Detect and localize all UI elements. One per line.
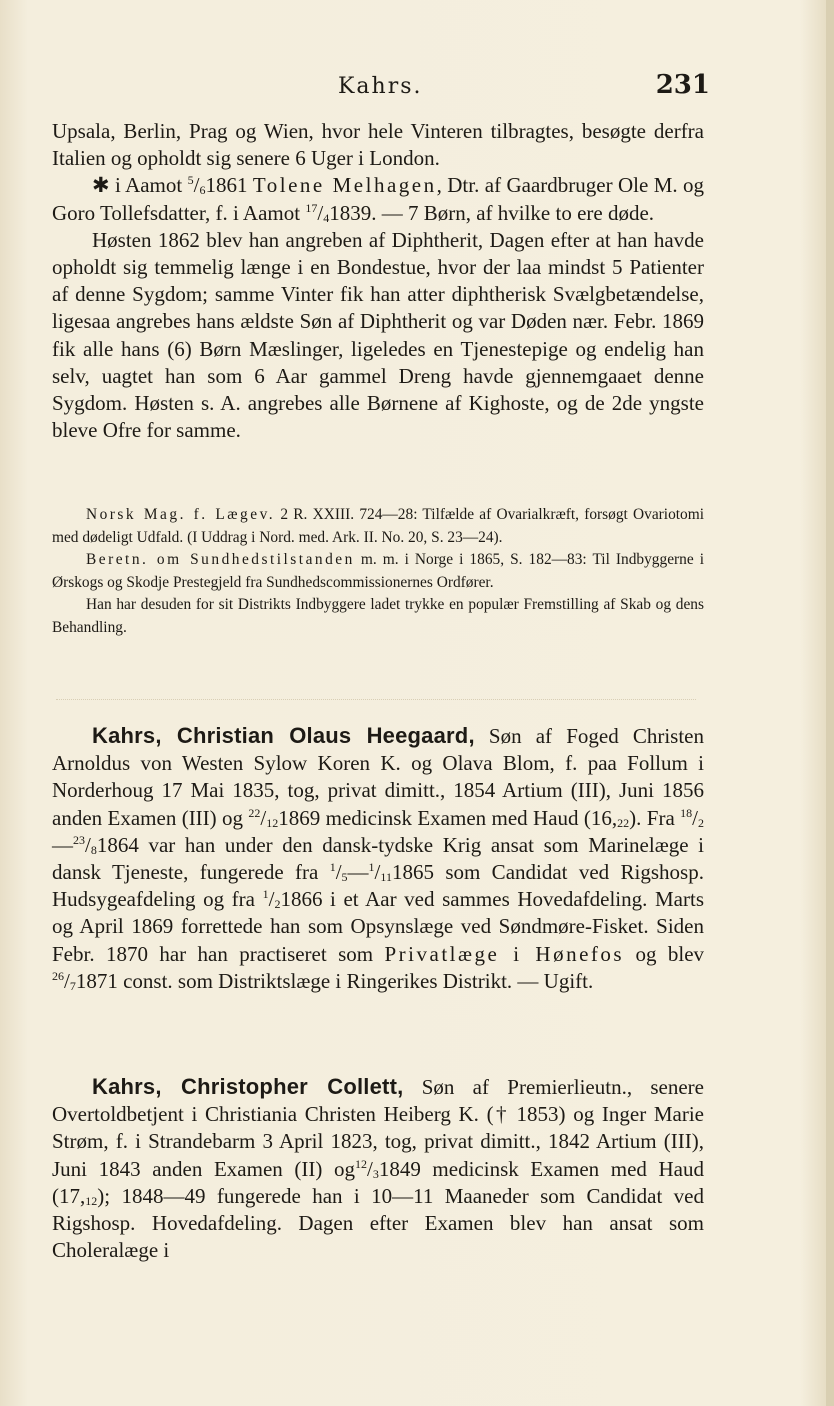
note-norsk-mag	[52, 504, 704, 549]
date-sup: 12	[354, 1156, 367, 1171]
page-edge	[826, 0, 834, 1406]
marriage-day: 5	[187, 173, 194, 188]
date-sub: 2	[274, 897, 281, 912]
note-norsk-mag-title: Norsk Mag. f. Lægev.	[86, 506, 276, 523]
spouse-birth-rest: 1839. — 7 Børn, af hvilke to ere døde.	[329, 200, 655, 225]
running-head: Kahrs.	[338, 74, 423, 99]
marriage-details: , Dtr. af Gaardbruger Ole M. og Goro Tollefsdatter, f. i Aamot	[52, 173, 705, 225]
date-sub: 2	[698, 815, 704, 830]
entry-heading-christopher: Kahrs, Christopher Collett,	[92, 1074, 404, 1099]
date-sup: 26	[52, 968, 64, 983]
paragraph-travel: Upsala, Berlin, Prag og Wien, hvor hele Vinteren tilbragtes, besøgte derfra Italien og opholdt sig senere 6 Uger i London.	[52, 119, 704, 171]
entry-christian-kahrs: Kahrs, Christian Olaus Heegaard, Søn af Foged Christen Arnoldus von Westen Sylow Koren K. og Olava Blom, f. paa Follum i Norderhoug 17 Mai 1835, tog, privat dimitt., 1854 Artium (III), Juni 1856 anden Examen (III) og $^{22}/_{12}1869$ medicinsk Examen med Haud $(16,_{22})$. Fra $^{18}/_2—^{23}/_81864$ var han under den dansk-tydske Krig ansat som Marinelæge i dansk Tjeneste, fungerede fra $^1/_5—^1/_{11}1865$ som Candidat ved Rigshosp. Hudsygeafdeling og fra $^1/_21866$ i et Aar ved sammes Hovedafdeling. Marts og April 1869 forrettede han som Opsynslæge ved Søndmøre-Fisket. Siden Febr. 1870 har han practiseret som Privatlæge i Hønefos og blev $^{26}/_71871$ const. som Distriktslæge i Ringerikes Distrikt. — Ugift.	[52, 723, 705, 993]
publication-notes	[52, 504, 704, 640]
date-sup: 18	[680, 805, 693, 820]
paragraph-marriage: ✱ i Aamot $^5/_61861$ Tolene Melhagen, Dtr. af Gaardbruger Ole M. og Goro Tollefsdatter, f. i Aamot $^{17}/_41839$. — 7 Børn, af hvilke to ere døde.	[52, 173, 705, 225]
entry-christopher-text-1: Søn af Premierlieutn., senere Overtoldbetjent i Christiania Christen Heiberg K. († 1853) og Inger Marie Strøm, f. i Strandebarm 3 April 1823, tog, privat dimitt., 1842 Artium (III), Juni 1843 anden Examen (II) og	[52, 1075, 704, 1181]
entry-christian-text-3: ). Fra	[629, 805, 681, 830]
entry-heading-christian: Kahrs, Christian Olaus Heegaard,	[92, 723, 475, 748]
date-sup: 1	[329, 860, 336, 875]
note-beretning-text: m. m. i Norge i 1865, S. 182—83: Til Indbyggerne i Ørskogs og Skodje Prestegjeld fra Sundhedscommissionernes Ordfører.	[52, 551, 704, 591]
score-sub: 22	[617, 815, 630, 830]
entry-christian-text-1: Søn af Foged Christen Arnoldus von Westen Sylow Koren K. og Olava Blom, f. paa Follum i Norderhoug 17 Mai 1835, tog, privat dimitt., 1854 Artium (III), Juni 1856 anden Examen (III) og	[52, 724, 705, 830]
page-number: 231	[655, 70, 710, 100]
spouse-name: Tolene Melhagen	[252, 173, 437, 198]
entry-christopher-text-3: ); 1848—49 fungerede han i 10—11 Maaneder som Candidat ved Rigshosp. Hovedafdeling. Dagen efter Examen blev han ansat som Choleralæge i	[52, 1183, 704, 1263]
paragraph-illness: Høsten 1862 blev han angreben af Diphtherit, Dagen efter at han havde opholdt sig temmelig længe i en Bondestue, hvor der laa mindst 5 Patienter af denne Sygdom; samme Vinter fik han atter diphtherisk Svælgbetændelse, ligesaa angrebes hans ældste Søn af Diphtherit og var Døden nær. Febr. 1869 fik alle hans (6) Børn Mæslinger, ligeledes en Tjenestepige og endelig han selv, uagtet han som 6 Aar gammel Dreng havde gjennemgaaet denne Sygdom. Høsten s. A. angrebes alle Børnene af Kighoste, og de 2de yngste bleve Ofre for samme.	[52, 227, 704, 443]
spouse-birth-day: 17	[305, 200, 318, 215]
note-beretning	[52, 549, 704, 594]
marriage-prefix: ✱ i Aamot	[92, 173, 188, 198]
practice-place: Privatlæge i Hønefos	[384, 941, 625, 966]
entry-christian-text-9: og blev	[624, 941, 705, 966]
date-sup: 1	[368, 860, 375, 875]
note-norsk-mag-text: 2 R. XXIII. 724—28: Tilfælde af Ovarialkræft, forsøgt Ovariotomi med dødeligt Udfald. (I Uddrag i Nord. med. Ark. II. No. 20, S. 23—24).	[52, 506, 704, 546]
date-sup: 23	[73, 832, 85, 847]
entry-christian-text-10: 1871 const. som Distriktslæge i Ringerikes Distrikt. — Ugift.	[75, 968, 594, 993]
entry-christian-text-4: —	[52, 832, 73, 857]
entry-christian-text-5: 1864 var han under den dansk-tydske Krig ansat som Marinelæge i dansk Tjeneste, fungerede fra	[52, 832, 704, 885]
entry-christian-text-2: 1869 medicinsk Examen med Haud (16,	[278, 805, 618, 830]
date-sub: 12	[266, 815, 279, 830]
entry-christian-text-6: —	[347, 860, 369, 885]
entry-christian-text-8: 1866 i et Aar ved sammes Hovedafdeling. Marts og April 1869 forrettede han som Opsynslæge ved Søndmøre-Fisket. Siden Febr. 1870 har han practiseret som	[52, 887, 704, 966]
spouse-birth-month: 4	[323, 210, 330, 225]
entry-christian-text-7: 1865 som Candidat ved Rigshosp. Hudsygeafdeling og fra	[52, 860, 704, 912]
score-sub: 12	[85, 1193, 98, 1208]
note-populaer: Han har desuden for sit Distrikts Indbyggere ladet trykke en populær Fremstilling af Skab og dens Behandling.	[52, 596, 704, 636]
page-header	[50, 72, 710, 108]
entry-continuation	[52, 118, 704, 444]
divider	[56, 699, 696, 701]
date-sub: 8	[90, 842, 97, 857]
marriage-month: 6	[199, 183, 206, 198]
entry-christopher-kahrs: Kahrs, Christopher Collett, Søn af Premierlieutn., senere Overtoldbetjent i Christiania Christen Heiberg K. († 1853) og Inger Marie Strøm, f. i Strandebarm 3 April 1823, tog, privat dimitt., 1842 Artium (III), Juni 1843 anden Examen (II) $og^{12}/_31849$ medicinsk Examen med Haud $(17,_{12})$; 1848—49 fungerede han i 10—11 Maaneder som Candidat ved Rigshosp. Hovedafdeling. Dagen efter Examen blev han ansat som Choleralæge i	[52, 1074, 704, 1263]
date-sub: 3	[372, 1166, 379, 1181]
date-sub: 5	[341, 870, 348, 885]
date-sup: 22	[248, 805, 261, 820]
entry-christopher-text-2: 1849 medicinsk Examen med Haud (17,	[52, 1156, 704, 1208]
date-sub: 11	[380, 870, 392, 885]
marriage-year: 1861	[205, 173, 248, 198]
date-sub: 7	[69, 978, 76, 993]
note-beretning-title: Beretn. om Sundhedstilstanden	[86, 551, 355, 569]
date-sup: 1	[262, 887, 269, 902]
